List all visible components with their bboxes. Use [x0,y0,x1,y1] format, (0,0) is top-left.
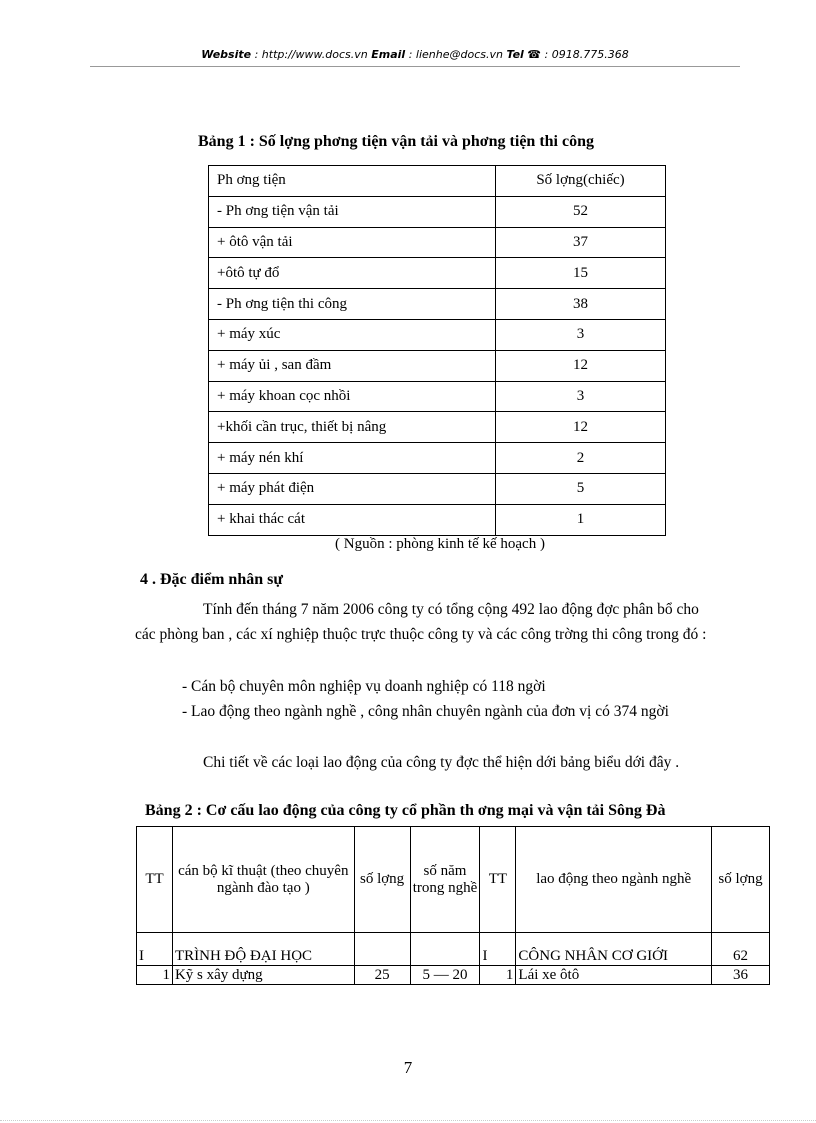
website-value: : http://www.docs.vn [251,48,368,61]
section-heading: 4 . Đặc điểm nhân sự [140,571,283,588]
tel-label: Tel [506,48,524,61]
item-cell: + máy nén khí [209,443,496,474]
item-cell: - Ph ơng tiện thi công [209,289,496,320]
table-row [209,350,666,381]
cell: Kỹ s xây dựng [172,966,354,985]
table-row [209,289,666,320]
count-cell: 1 [496,504,666,535]
count-cell: 3 [496,319,666,350]
count-cell: 2 [496,443,666,474]
table1-source: ( Nguồn : phòng kinh tế kế hoạch ) [335,536,545,552]
cell: Lái xe ôtô [516,966,712,985]
table-header-row [209,166,666,197]
vehicles-table [208,165,666,536]
item-cell: + máy khoan cọc nhồi [209,381,496,412]
page-header [90,48,740,61]
header-cell: Số lợng(chiếc) [496,166,666,197]
count-cell: 15 [496,258,666,289]
table2-caption: Bảng 2 : Cơ cấu lao động của công ty cổ phần th ơng mại và vận tải Sông Đà [145,802,666,819]
cell: 62 [712,933,770,966]
cell: 36 [712,966,770,985]
header-cell: cán bộ kĩ thuật (theo chuyên ngành đào tạo ) [172,827,354,933]
bullet-item: - Lao động theo ngành nghề , công nhân chuyên ngành của đơn vị có 374 ngời [182,703,669,720]
item-cell: - Ph ơng tiện vận tải [209,196,496,227]
item-cell: + máy ủi , san đầm [209,350,496,381]
cell: 5 — 20 [410,966,480,985]
page-number: 7 [403,1058,413,1077]
header-cell: số lợng [354,827,410,933]
paragraph: Tính đến tháng 7 năm 2006 công ty có tổng cộng 492 lao động đợc phân bổ cho các phòng ban , các xí nghiệp thuộc trực thuộc công ty và các công trờng thi công trong đó : [135,601,707,643]
tel-value: ☎ : 0918.775.368 [523,48,629,61]
table-row [209,412,666,443]
table-row [209,381,666,412]
item-cell: + khai thác cát [209,504,496,535]
header-cell: số năm trong nghề [410,827,480,933]
item-cell: + máy phát điện [209,473,496,504]
count-cell: 12 [496,412,666,443]
table-row [137,966,770,985]
header-cell: Ph ơng tiện [209,166,496,197]
header-cell: TT [137,827,173,933]
website-label: Website [201,48,252,61]
cell: TRÌNH ĐỘ ĐẠI HỌC [172,933,354,966]
email-label: Email [371,48,406,61]
table-row [209,196,666,227]
footer-divider [0,1120,816,1121]
table-row [209,504,666,535]
count-cell: 38 [496,289,666,320]
header-cell: TT [480,827,516,933]
item-cell: +ôtô tự đổ [209,258,496,289]
bullet-item: - Cán bộ chuyên môn nghiệp vụ doanh nghiệp có 118 ngời [182,678,546,695]
count-cell: 5 [496,473,666,504]
labor-structure-table [136,826,770,985]
header-cell: lao động theo ngành nghề [516,827,712,933]
table-header-row [137,827,770,933]
cell [410,933,480,966]
table-row [137,933,770,966]
item-cell: + ôtô vận tải [209,227,496,258]
count-cell: 3 [496,381,666,412]
count-cell: 12 [496,350,666,381]
item-cell: +khối cần trục, thiết bị nâng [209,412,496,443]
count-cell: 37 [496,227,666,258]
item-cell: + máy xúc [209,319,496,350]
email-value: : lienhe@docs.vn [405,48,503,61]
count-cell: 52 [496,196,666,227]
header-cell: số lợng [712,827,770,933]
cell: 1 [480,966,516,985]
table-row [209,227,666,258]
table-row [209,443,666,474]
table1-caption: Bảng 1 : Số lợng phơng tiện vận tải và phơng tiện thi công [198,133,594,150]
paragraph: Chi tiết về các loại lao động của công ty đợc thể hiện dới bảng biểu dới đây . [203,754,680,771]
header-divider [90,66,740,67]
table-row [209,319,666,350]
cell: 25 [354,966,410,985]
cell: I [137,933,173,966]
cell: 1 [137,966,173,985]
cell: I [480,933,516,966]
table-row [209,473,666,504]
cell [354,933,410,966]
table-row [209,258,666,289]
cell: CÔNG NHÂN CƠ GIỚI [516,933,712,966]
